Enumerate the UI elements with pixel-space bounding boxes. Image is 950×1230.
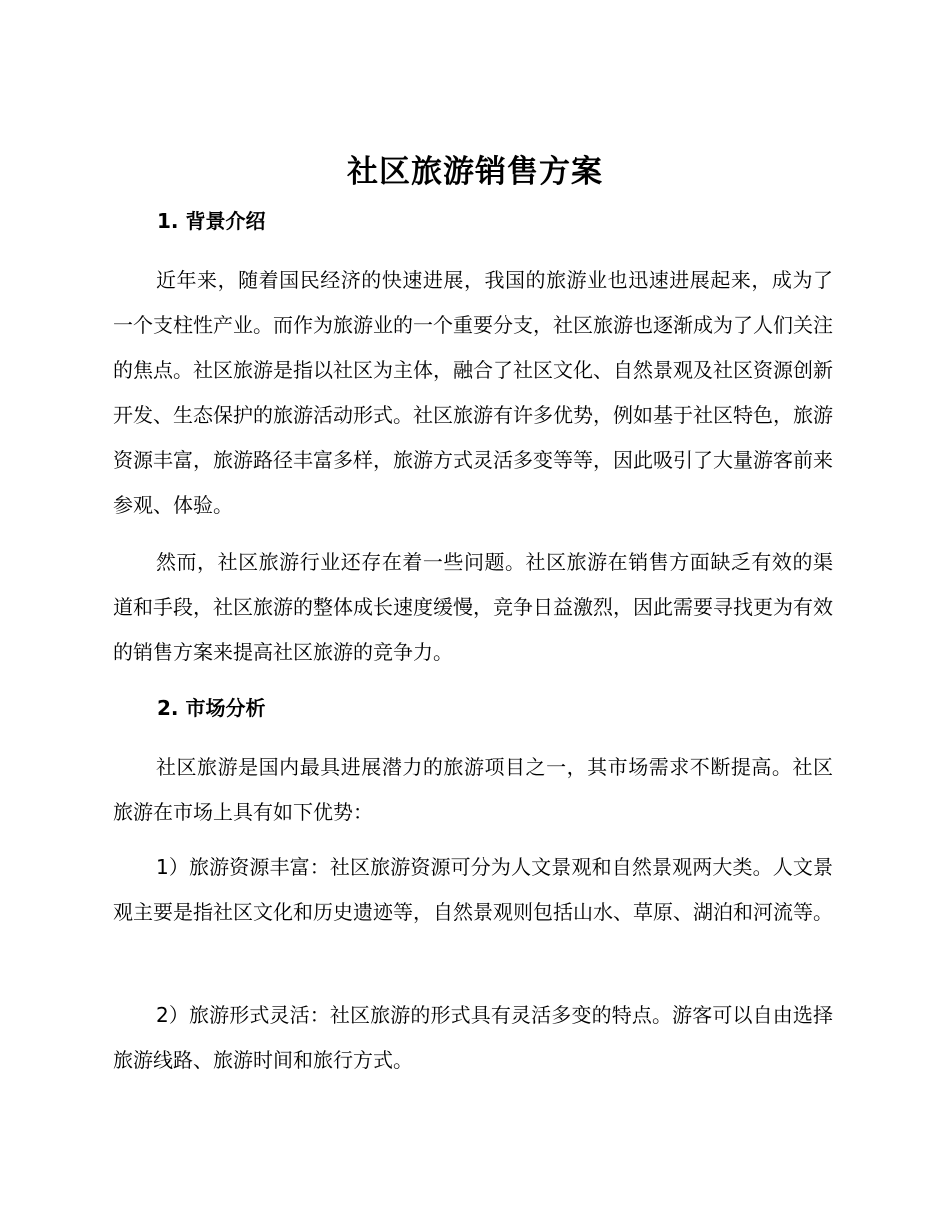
paragraph-background-intro: 近年来，随着国民经济的快速进展，我国的旅游业也迅速进展起来，成为了一个支柱性产业。而作为旅游业的一个重要分支，社区旅游也逐渐成为了人们关注的焦点。社区旅游是指以社区为主体，融合了社区文化、自然景观及社区资源创新开发、生态保护的旅游活动形式。社区旅游有许多优势，例如基于社区特色，旅游资源丰富，旅游路径丰富多样，旅游方式灵活多变等等，因此吸引了大量游客前来参观、体验。 [113,268,833,517]
paragraph-advantage-flexibility: 2）旅游形式灵活：社区旅游的形式具有灵活多变的特点。游客可以自由选择旅游线路、旅游时间和旅行方式。 [113,1003,833,1072]
paragraph-advantage-resources: 1）旅游资源丰富：社区旅游资源可分为人文景观和自然景观两大类。人文景观主要是指社区文化和历史遗迹等，自然景观则包括山水、草原、湖泊和河流等。 [113,855,833,924]
section-heading-market-analysis: 2. 市场分析 [157,696,266,720]
paragraph-market-overview: 社区旅游是国内最具进展潜力的旅游项目之一，其市场需求不断提高。社区旅游在市场上具有如下优势： [113,755,833,824]
section-heading-background: 1. 背景介绍 [157,209,266,233]
document-title: 社区旅游销售方案 [347,154,603,190]
paragraph-background-problems: 然而，社区旅游行业还存在着一些问题。社区旅游在销售方面缺乏有效的渠道和手段，社区旅游的整体成长速度缓慢，竞争日益激烈，因此需要寻找更为有效的销售方案来提高社区旅游的竞争力。 [113,550,833,664]
